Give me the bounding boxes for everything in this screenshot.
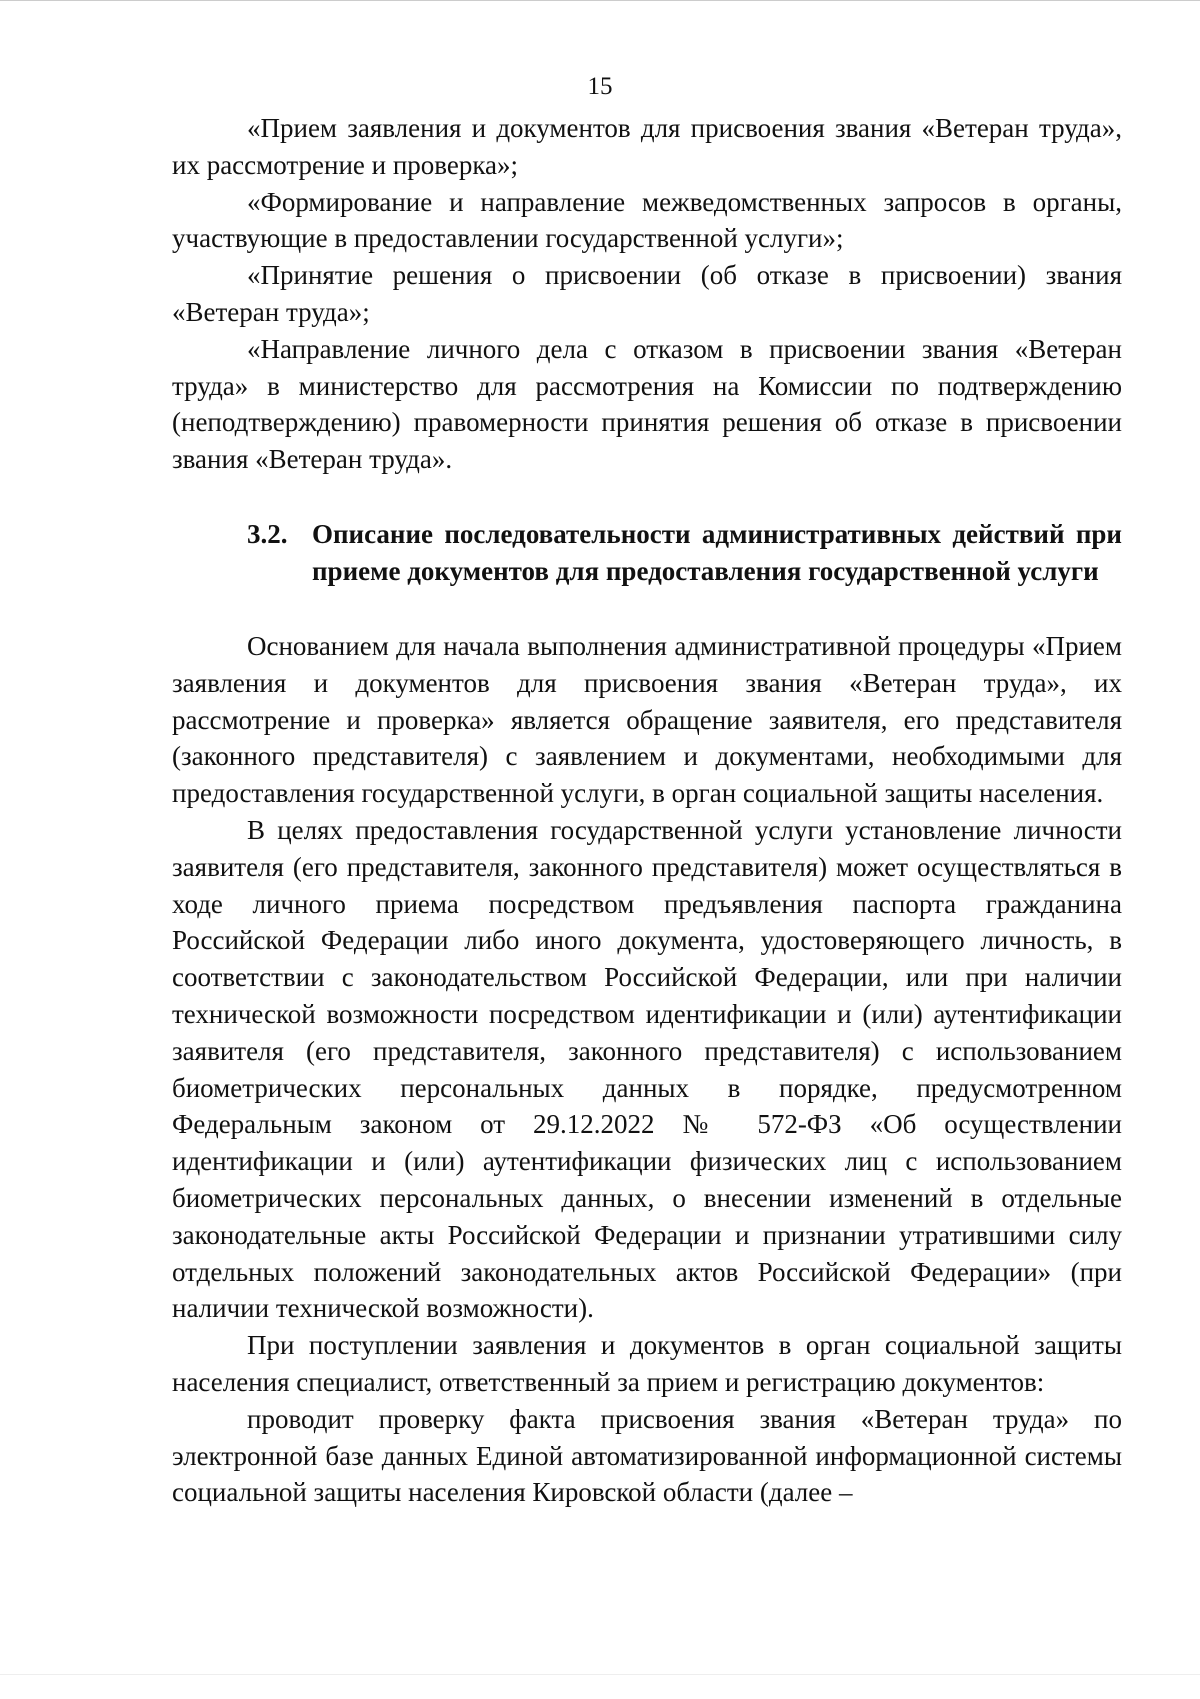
- paragraph: При поступлении заявления и документов в орган социальной защиты населения специалист, ответственный за прием и регистрацию документов:: [172, 1330, 1122, 1397]
- section-number: 3.2.: [247, 518, 288, 549]
- section-heading: [172, 516, 1122, 590]
- procedure-list: [172, 110, 1122, 478]
- page-number: 15: [587, 73, 613, 100]
- paragraph: В целях предоставления государственной услуги установление личности заявителя (его представителя, законного представителя) может осуществляться в ходе личного приема посредством предъявления паспорта гражданина Российской Федерации либо иного документа, удостоверяющего личность, в соответствии с законодательством Российской Федерации, или при наличии технической возможности посредством идентификации и (или) аутентификации заявителя (его представителя, законного представителя) с использованием биометрических персональных данных в порядке, предусмотренном Федеральным законом от 29.12.2022 № 572-ФЗ «Об осуществлении идентификации и (или) аутентификации физических лиц с использованием биометрических персональных данных, о внесении изменений в отдельные законодательные акты Российской Федерации и признании утратившими силу отдельных положений законодательных актов Российской Федерации» (при наличии технической возможности).: [172, 814, 1122, 1324]
- scan-edge-top: [0, 0, 1200, 1]
- section-text: [172, 628, 1122, 1511]
- paragraph: проводит проверку факта присвоения звания «Ветеран труда» по электронной базе данных Единой автоматизированной информационной системы социальной защиты населения Кировской области (далее –: [172, 1403, 1122, 1508]
- section-title: Описание последовательности административных действий при приеме документов для предоставления государственной услуги: [312, 518, 1122, 586]
- scan-edge-bottom: [0, 1674, 1200, 1675]
- document-body: [172, 110, 1122, 1511]
- list-item: «Принятие решения о присвоении (об отказе в присвоении) звания «Ветеран труда»;: [172, 260, 1122, 327]
- list-item: «Прием заявления и документов для присвоения звания «Ветеран труда», их рассмотрение и проверка»;: [172, 113, 1122, 180]
- list-item: «Формирование и направление межведомственных запросов в органы, участвующие в предоставлении государственной услуги»;: [172, 186, 1122, 254]
- paragraph: Основанием для начала выполнения административной процедуры «Прием заявления и документов для присвоения звания «Ветеран труда», их рассмотрение и проверка» является обращение заявителя, его представителя (законного представителя) с заявлением и документами, необходимыми для предоставления государственной услуги, в орган социальной защиты населения.: [172, 630, 1122, 809]
- list-item: «Направление личного дела с отказом в присвоении звания «Ветеран труда» в министерство для рассмотрения на Комиссии по подтверждению (неподтверждению) правомерности принятия решения об отказе в присвоении звания «Ветеран труда».: [172, 333, 1122, 475]
